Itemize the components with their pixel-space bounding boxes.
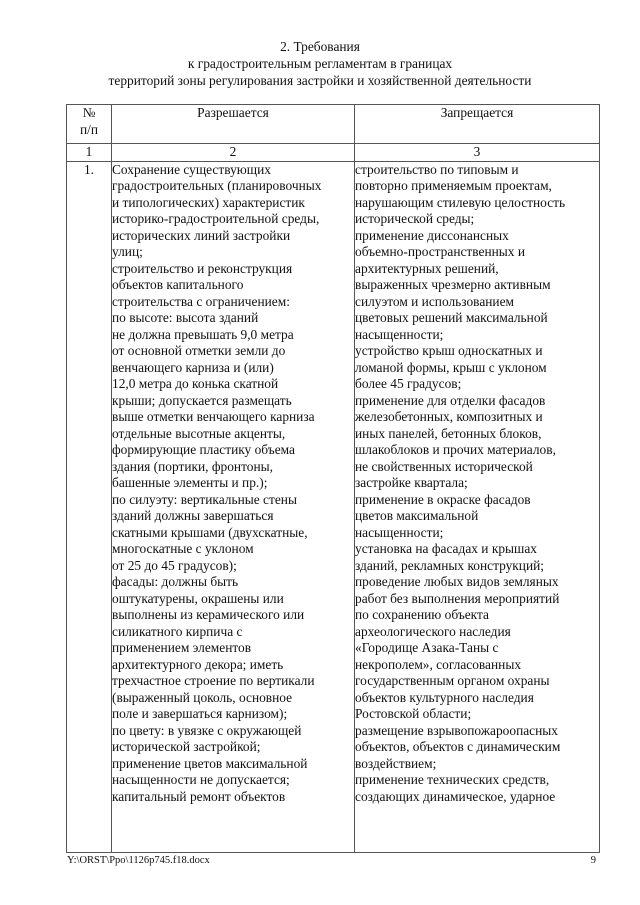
- heading-line: территорий зоны регулирования застройки и хозяйственной деятельности: [108, 73, 532, 88]
- allowed-text-line: и типологических) характеристик: [112, 194, 305, 210]
- column-number: 3: [355, 144, 600, 162]
- forbidden-text-line: работ без выполнения мероприятий: [355, 590, 560, 606]
- forbidden-text-line: повторно применяемым проектам,: [355, 178, 552, 193]
- forbidden-text-line: объемно-пространственных и: [355, 244, 526, 259]
- header-number: № п/п: [67, 105, 112, 144]
- allowed-text-line: архитектурного декора; иметь: [112, 656, 284, 672]
- forbidden-text-line: размещение взрывопожароопасных: [355, 722, 558, 738]
- allowed-text-line: по силуэту: вертикальные стены: [112, 491, 297, 507]
- row-number: 1.: [67, 161, 112, 852]
- column-number-row: [67, 144, 600, 162]
- forbidden-text-line: проведение любых видов земляных: [355, 574, 559, 589]
- forbidden-text-line: воздействием;: [355, 755, 437, 771]
- allowed-text-line: скатными крышами (двухскатные,: [112, 524, 308, 540]
- allowed-text-line: градостроительных (планировочных: [112, 178, 322, 193]
- header-forbidden: Запрещается: [355, 105, 600, 144]
- forbidden-text-line: применение для отделки фасадов: [355, 392, 546, 408]
- allowed-text-line: здания (портики, фронтоны,: [112, 458, 273, 474]
- allowed-text-line: оштукатурены, окрашены или: [112, 590, 284, 606]
- allowed-text-line: от основной отметки земли до: [112, 343, 286, 358]
- forbidden-text-line: Ростовской области;: [355, 706, 472, 721]
- forbidden-text-line: не свойственных исторической: [355, 458, 533, 474]
- column-number: 2: [112, 144, 355, 162]
- allowed-text-line: не должна превышать 9,0 метра: [112, 326, 294, 342]
- allowed-text-line: башенные элементы и пр.);: [112, 475, 268, 490]
- allowed-text-line: по цвету: в увязке с окружающей: [112, 722, 302, 738]
- allowed-text-line: многоскатные с уклоном: [112, 541, 254, 556]
- allowed-cell: [112, 161, 355, 852]
- forbidden-text-line: железобетонных, композитных и: [355, 409, 543, 424]
- forbidden-text-line: застройке квартала;: [355, 475, 468, 490]
- forbidden-text-line: «Городище Азака-Таны с: [355, 640, 499, 655]
- forbidden-text-line: по сохранению объекта: [355, 607, 489, 622]
- allowed-text-line: насыщенности не допускается;: [112, 772, 290, 787]
- allowed-text-line: исторических линий застройки: [112, 227, 291, 243]
- heading-line: 2. Требования: [280, 39, 360, 54]
- forbidden-text-line: архитектурных решений,: [355, 260, 499, 276]
- forbidden-text-line: создающих динамическое, ударное: [355, 788, 556, 804]
- allowed-text-line: исторической застройкой;: [112, 739, 261, 754]
- allowed-text-line: поле и завершаться карнизом);: [112, 706, 288, 721]
- allowed-text-line: капитальный ремонт объектов: [112, 788, 286, 804]
- allowed-text-line: выше отметки венчающего карниза: [112, 409, 315, 424]
- allowed-text-line: крыши; допускается размещать: [112, 392, 292, 408]
- allowed-text-line: строительство и реконструкция: [112, 260, 293, 276]
- forbidden-text-line: установка на фасадах и крышах: [355, 541, 537, 556]
- forbidden-cell: [355, 161, 600, 852]
- allowed-text-line: улиц;: [112, 244, 143, 259]
- forbidden-text-line: цветов максимальной: [355, 508, 479, 523]
- forbidden-text-line: насыщенности;: [355, 524, 444, 540]
- forbidden-text-line: ломаной формы, крыш с уклоном: [355, 359, 547, 375]
- allowed-text-line: по высоте: высота зданий: [112, 310, 259, 325]
- forbidden-text-line: археологического наследия: [355, 623, 511, 639]
- forbidden-text-line: исторической среды;: [355, 211, 475, 226]
- forbidden-text-line: цветовых решений максимальной: [355, 310, 548, 325]
- allowed-text-line: применением элементов: [112, 640, 252, 655]
- section-heading: [0, 38, 640, 89]
- allowed-text-line: строительства с ограничением:: [112, 293, 290, 309]
- forbidden-text-line: более 45 градусов;: [355, 376, 462, 391]
- forbidden-text-line: объектов культурного наследия: [355, 689, 534, 705]
- allowed-text-line: отдельные высотные акценты,: [112, 425, 286, 441]
- forbidden-text-line: шлакоблоков и прочих материалов,: [355, 442, 556, 457]
- allowed-text-line: 12,0 метра до конька скатной: [112, 376, 279, 391]
- allowed-text-line: венчающего карниза и (или): [112, 359, 274, 375]
- forbidden-text-line: государственным органом охраны: [355, 673, 550, 688]
- allowed-text-line: применение цветов максимальной: [112, 755, 308, 771]
- allowed-text-line: силикатного кирпича с: [112, 623, 243, 639]
- allowed-text-line: от 25 до 45 градусов);: [112, 557, 237, 573]
- heading-line: к градостроительным регламентам в границах: [187, 56, 453, 71]
- allowed-text-line: (выраженный цоколь, основное: [112, 689, 293, 705]
- forbidden-text-line: нарушающим стилевую целостность: [355, 194, 566, 210]
- allowed-text-line: Сохранение существующих: [112, 161, 271, 177]
- table-row: [67, 161, 600, 852]
- forbidden-text-line: применение технических средств,: [355, 772, 550, 787]
- forbidden-text-line: объектов, объектов с динамическим: [355, 739, 561, 754]
- forbidden-text-line: иных панелей, бетонных блоков,: [355, 425, 542, 441]
- footer-file-path: Y:\ORST\Ppo\1126p745.f18.docx: [67, 855, 210, 866]
- header-allowed: Разрешается: [112, 105, 355, 144]
- forbidden-text-line: устройство крыш односкатных и: [355, 343, 543, 358]
- allowed-text-line: выполнены из керамического или: [112, 607, 305, 622]
- allowed-text-line: трехчастное строение по вертикали: [112, 673, 315, 688]
- allowed-text-line: фасады: должны быть: [112, 574, 239, 589]
- allowed-text-line: объектов капитального: [112, 277, 244, 292]
- forbidden-text-line: зданий, рекламных конструкций;: [355, 557, 545, 573]
- column-number: 1: [67, 144, 112, 162]
- forbidden-text-line: некрополем», согласованных: [355, 656, 522, 672]
- forbidden-text-line: силуэтом и использованием: [355, 293, 515, 309]
- forbidden-text-line: выраженных чрезмерно активным: [355, 277, 551, 292]
- page-number: 9: [590, 855, 596, 866]
- forbidden-text-line: насыщенности;: [355, 326, 444, 342]
- forbidden-text-line: применение в окраске фасадов: [355, 491, 531, 507]
- allowed-text-line: историко-градостроительной среды,: [112, 211, 320, 226]
- header-row: [67, 105, 600, 144]
- forbidden-text-line: применение диссонансных: [355, 227, 509, 243]
- requirements-table: [66, 104, 600, 853]
- forbidden-text-line: строительство по типовым и: [355, 161, 519, 177]
- allowed-text-line: зданий должны завершаться: [112, 508, 274, 523]
- allowed-text-line: формирующие пластику объема: [112, 442, 295, 457]
